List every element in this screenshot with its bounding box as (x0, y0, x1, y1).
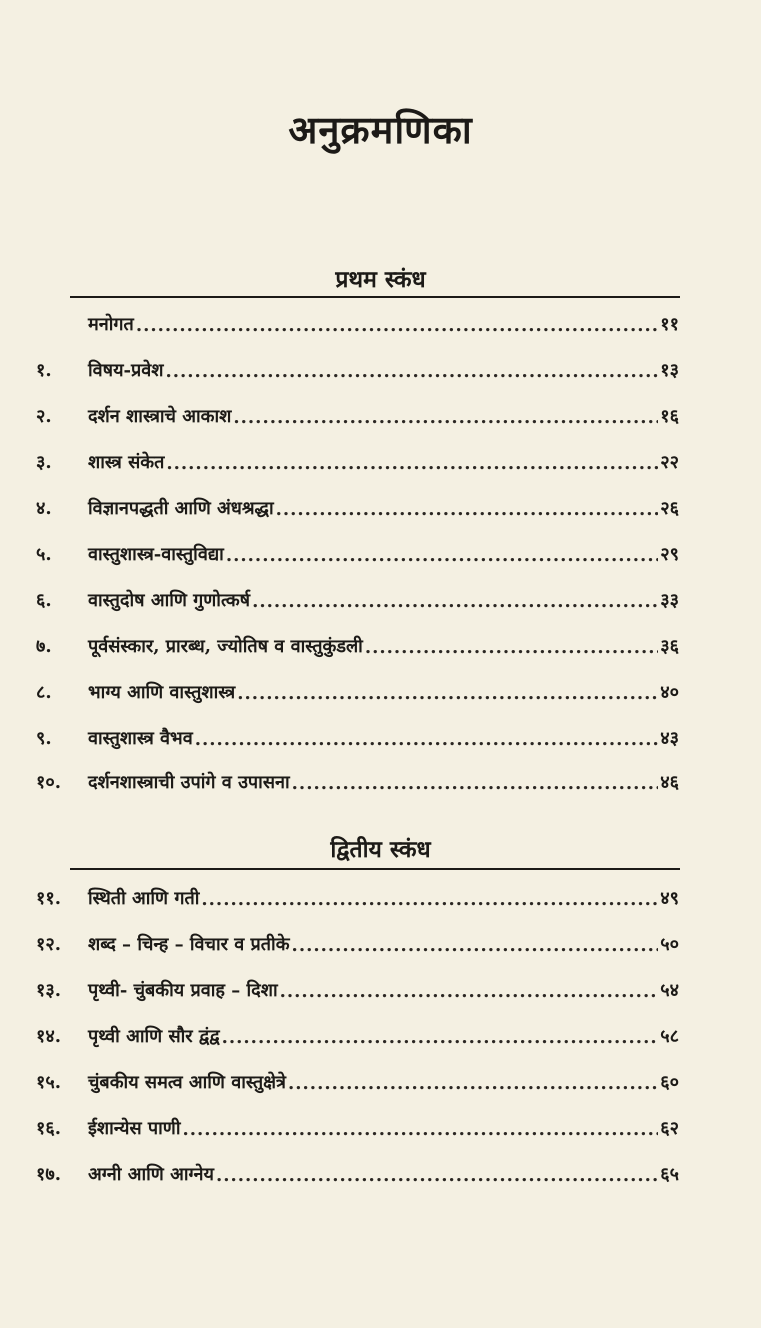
toc-entry (36, 674, 679, 704)
entry-number: १६. (36, 1118, 61, 1139)
entry-title: अग्नी आणि आग्नेय (88, 1164, 214, 1185)
entry-title: चुंबकीय समत्व आणि वास्तुक्षेत्रे (88, 1072, 286, 1093)
entry-title: शास्त्र संकेत (88, 452, 165, 473)
toc-entry (36, 582, 679, 612)
entry-title: विषय-प्रवेश (88, 360, 164, 381)
leader-dots (165, 361, 658, 382)
toc-entry (36, 306, 679, 336)
entry-number: १४. (36, 1026, 61, 1047)
entry-title: मनोगत (88, 314, 134, 335)
entry-number: १३. (36, 980, 61, 1001)
entry-page: ११ (660, 314, 679, 335)
section-divider (70, 868, 680, 870)
entry-page: ४० (660, 682, 679, 703)
entry-page: ३६ (660, 636, 679, 657)
entry-number: ८. (36, 682, 52, 703)
entry-page: १३ (660, 360, 679, 381)
entry-title: भाग्य आणि वास्तुशास्त्र (88, 682, 236, 703)
entry-title: विज्ञानपद्धती आणि अंधश्रद्धा (88, 498, 274, 519)
toc-entry (36, 972, 679, 1002)
leader-dots (276, 499, 659, 520)
entry-number: ५. (36, 544, 52, 565)
entry-page: २९ (660, 544, 679, 565)
toc-entry (36, 720, 679, 750)
leader-dots (216, 1165, 658, 1186)
entry-page: ६२ (660, 1118, 679, 1139)
entry-page: ४९ (660, 888, 679, 909)
leader-dots (226, 545, 658, 566)
entry-number: १२. (36, 934, 61, 955)
leader-dots (222, 1027, 659, 1048)
entry-title: दर्शन शास्त्राचे आकाश (88, 406, 232, 427)
toc-entry (36, 536, 679, 566)
leader-dots (280, 981, 659, 1002)
entry-title: ईशान्येस पाणी (88, 1118, 181, 1139)
toc-entry (36, 398, 679, 428)
entry-page: ६० (660, 1072, 679, 1093)
toc-entry (36, 1018, 679, 1048)
leader-dots (292, 935, 659, 956)
entry-page: ४६ (660, 772, 679, 793)
section-divider (70, 296, 680, 298)
toc-entry (36, 926, 679, 956)
entry-number: ३. (36, 452, 52, 473)
entry-title: वास्तुदोष आणि गुणोत्कर्ष (88, 590, 251, 611)
leader-dots (237, 683, 658, 704)
entry-number: ११. (36, 888, 61, 909)
entry-number: १७. (36, 1164, 61, 1185)
entry-page: २६ (660, 498, 679, 519)
entry-title: शब्द – चिन्ह – विचार व प्रतीके (88, 934, 290, 955)
toc-entry (36, 1110, 679, 1140)
entry-title: वास्तुशास्त्र-वास्तुविद्या (88, 544, 224, 565)
leader-dots (166, 453, 658, 474)
entry-title: पृथ्वी- चुंबकीय प्रवाह – दिशा (88, 980, 278, 1001)
leader-dots (292, 773, 659, 794)
leader-dots (183, 1119, 659, 1140)
entry-number: १. (36, 360, 52, 381)
toc-entry (36, 490, 679, 520)
entry-number: १५. (36, 1072, 61, 1093)
leader-dots (195, 729, 659, 750)
leader-dots (233, 407, 658, 428)
entry-page: ५० (660, 934, 679, 955)
entry-title: दर्शनशास्त्राची उपांगे व उपासना (88, 772, 290, 793)
section-heading-1: प्रथम स्कंध (335, 266, 426, 293)
toc-entry (36, 1156, 679, 1186)
entry-number: ४. (36, 498, 52, 519)
leader-dots (201, 889, 658, 910)
entry-number: १०. (36, 772, 61, 793)
entry-number: ६. (36, 590, 52, 611)
toc-entry (36, 1064, 679, 1094)
toc-entry (36, 444, 679, 474)
entry-title: वास्तुशास्त्र वैभव (88, 728, 193, 749)
toc-entry (36, 352, 679, 382)
entry-page: ५८ (660, 1026, 679, 1047)
entry-number: २. (36, 406, 52, 427)
entry-page: १६ (660, 406, 679, 427)
entry-page: २२ (660, 452, 679, 473)
entry-number: ९. (36, 728, 52, 749)
toc-entry (36, 880, 679, 910)
entry-title: पृथ्वी आणि सौर द्वंद्व (88, 1026, 220, 1047)
leader-dots (288, 1073, 658, 1094)
toc-entry (36, 628, 679, 658)
entry-number: ७. (36, 636, 52, 657)
entry-page: ३३ (660, 590, 679, 611)
leader-dots (136, 315, 658, 336)
entry-title: स्थिती आणि गती (88, 888, 200, 909)
entry-page: ४३ (660, 728, 679, 749)
leader-dots (252, 591, 658, 612)
entry-page: ५४ (660, 980, 679, 1001)
entry-title: पूर्वसंस्कार, प्रारब्ध, ज्योतिष व वास्तुकुंडली (88, 636, 363, 657)
page-title: अनुक्रमणिका (288, 107, 473, 152)
toc-entry (36, 764, 679, 794)
entry-page: ६५ (660, 1164, 679, 1185)
section-heading-2: द्वितीय स्कंध (330, 836, 431, 863)
leader-dots (365, 637, 658, 658)
